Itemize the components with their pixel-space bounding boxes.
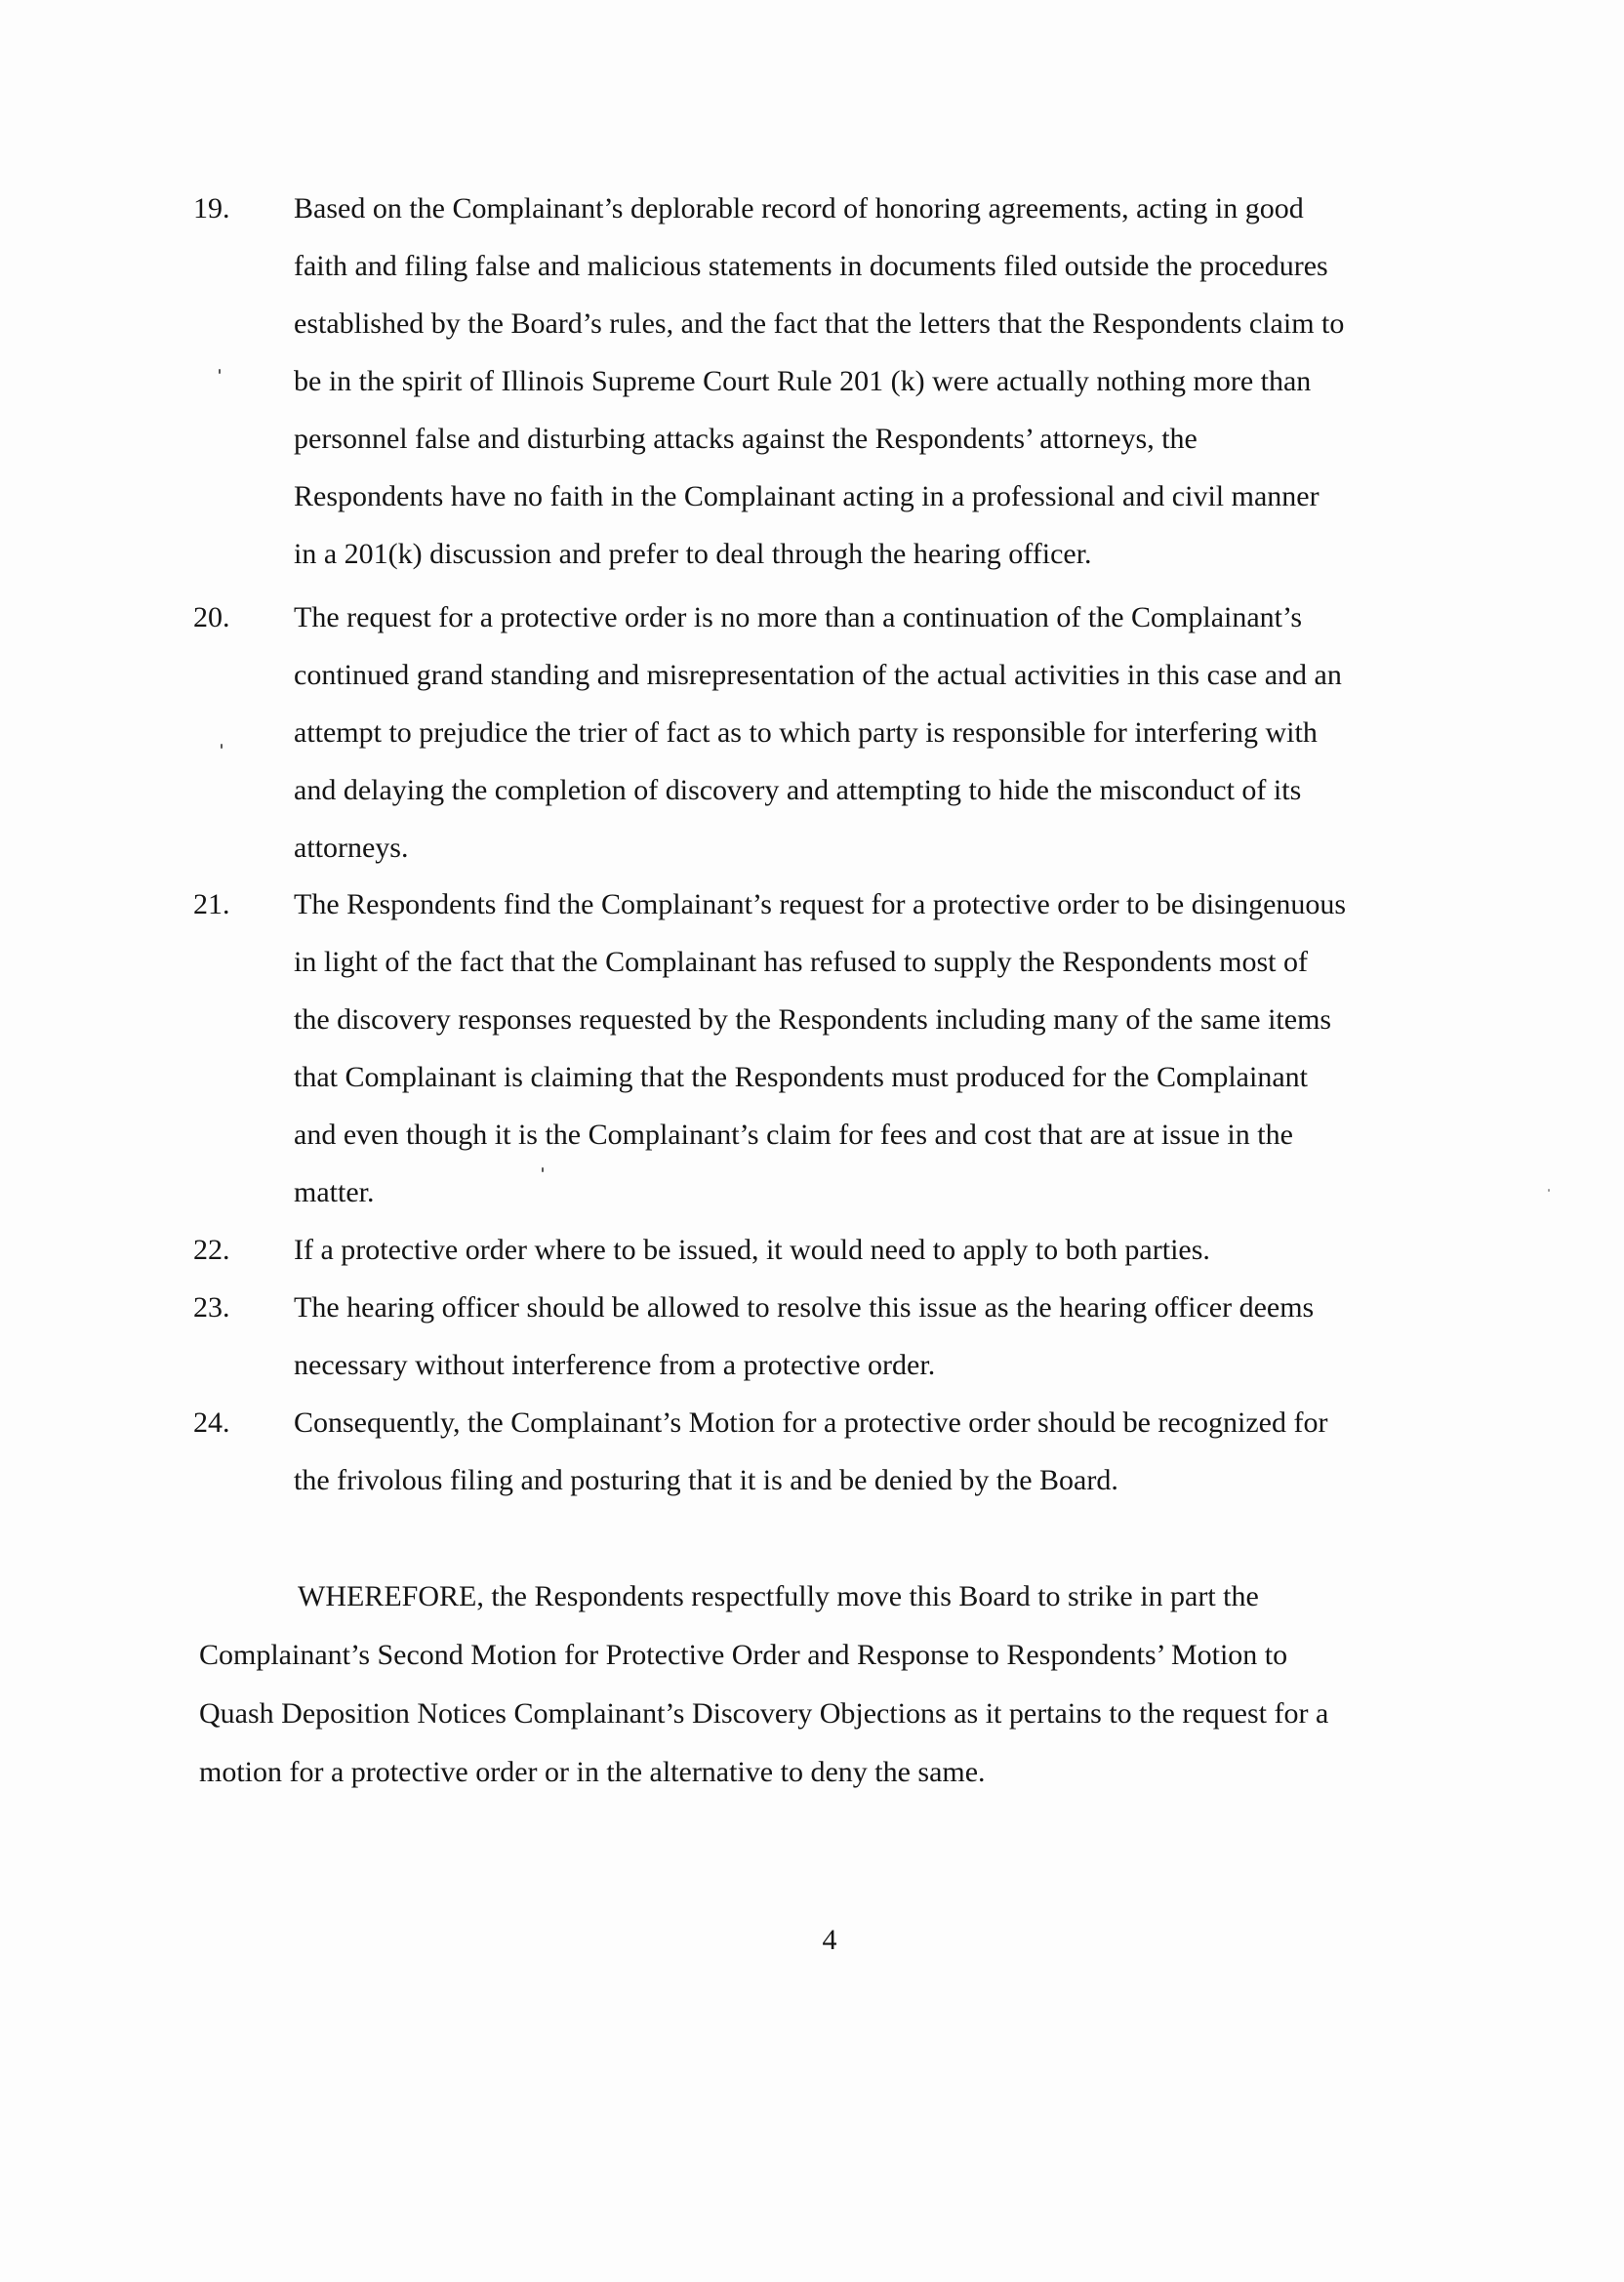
paragraph-line: the frivolous filing and posturing that it is and be denied by the Board. <box>294 1464 1118 1496</box>
paragraph-line: the discovery responses requested by the Respondents including many of the same items <box>294 1003 1332 1036</box>
paragraph-line: and delaying the completion of discovery and attempting to hide the misconduct of its <box>294 774 1302 806</box>
paragraph-line: in a 201(k) discussion and prefer to deal through the hearing officer. <box>294 538 1092 570</box>
paragraph-line: Respondents have no faith in the Complainant acting in a professional and civil manner <box>294 480 1320 512</box>
paragraph-line: personnel false and disturbing attacks against the Respondents’ attorneys, the <box>294 423 1198 455</box>
wherefore-line: motion for a protective order or in the alternative to deny the same. <box>199 1756 986 1788</box>
page-number: 4 <box>822 1924 837 1956</box>
scan-speck <box>219 369 221 374</box>
wherefore-line: Quash Deposition Notices Complainant’s Discovery Objections as it pertains to the request for a <box>199 1697 1329 1730</box>
scan-speck <box>542 1167 544 1172</box>
paragraph-line: that Complainant is claiming that the Respondents must produced for the Complainant <box>294 1061 1308 1093</box>
paragraph-line: and even though it is the Complainant’s claim for fees and cost that are at issue in the <box>294 1119 1293 1151</box>
paragraph-number: 21. <box>193 888 230 920</box>
paragraph-line: established by the Board’s rules, and the fact that the letters that the Respondents claim to <box>294 307 1345 340</box>
paragraph-line: matter. <box>294 1176 375 1208</box>
paragraph-number: 23. <box>193 1291 230 1324</box>
paragraph-line: be in the spirit of Illinois Supreme Court Rule 201 (k) were actually nothing more than <box>294 365 1312 397</box>
paragraph-number: 24. <box>193 1406 230 1439</box>
scan-speck <box>221 744 223 749</box>
paragraph-line: attempt to prejudice the trier of fact as to which party is responsible for interfering with <box>294 716 1318 749</box>
paragraph-line: necessary without interference from a protective order. <box>294 1349 936 1381</box>
wherefore-line: Complainant’s Second Motion for Protective Order and Response to Respondents’ Motion to <box>199 1639 1288 1671</box>
paragraph-line: The request for a protective order is no more than a continuation of the Complainant’s <box>294 601 1303 633</box>
paragraph-line: The Respondents find the Complainant’s request for a protective order to be disingenuous <box>294 888 1347 920</box>
paragraph-number: 20. <box>193 601 230 633</box>
paragraph-number: 22. <box>193 1234 230 1266</box>
paragraph-line: If a protective order where to be issued, it would need to apply to both parties. <box>294 1234 1210 1266</box>
paragraph-line: continued grand standing and misrepresentation of the actual activities in this case and an <box>294 659 1342 691</box>
paragraph-line: The hearing officer should be allowed to resolve this issue as the hearing officer deems <box>294 1291 1315 1324</box>
paragraph-line: attorneys. <box>294 832 409 864</box>
scan-speck <box>1548 1189 1550 1192</box>
paragraph-line: in light of the fact that the Complainant has refused to supply the Respondents most of <box>294 946 1308 978</box>
paragraph-line: Based on the Complainant’s deplorable record of honoring agreements, acting in good <box>294 192 1304 224</box>
paragraph-line: faith and filing false and malicious statements in documents filed outside the procedures <box>294 250 1328 282</box>
paragraph-line: Consequently, the Complainant’s Motion for a protective order should be recognized for <box>294 1406 1328 1439</box>
wherefore-line: WHEREFORE, the Respondents respectfully move this Board to strike in part the <box>298 1580 1259 1612</box>
paragraph-number: 19. <box>193 192 230 224</box>
